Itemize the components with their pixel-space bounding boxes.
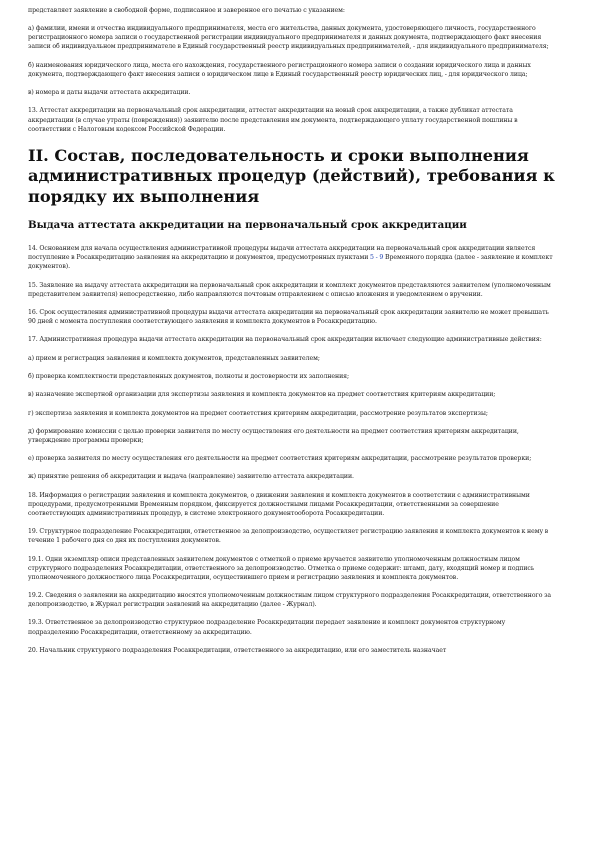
- paragraph-14: [28, 244, 557, 271]
- paragraph-13: 13. Аттестат аккредитации на первоначальный срок аккредитации, аттестат аккредитации на новый срок аккредитации, а также дубликат аттестата аккредитации (в случае утраты (повреждения)) заявителю после представления им документа, подтверждающего уплату государственной пошлины в соответствии с Налоговым кодексом Российской Федерации.: [28, 107, 518, 133]
- paragraph-12a: а) фамилии, имени и отчества индивидуального предпринимателя, места его жительства, данных документа, удостоверяющего личность, государственного регистрационного номера записи о государственной регистрации индивидуального предпринимателя и данных документа, подтверждающего факт внесения записи об индивидуальном предпринимателе в Единый государственный реестр индивидуальных предпринимателей, - для индивидуального предпринимателя;: [28, 25, 549, 51]
- paragraph-17c: в) назначение экспертной организации для экспертизы заявления и комплекта документов на предмет соответствия критериям аккредитации;: [28, 391, 496, 399]
- paragraph-12c: в) номера и даты выдачи аттестата аккредитации.: [28, 89, 191, 97]
- paragraph-14-link[interactable]: 5 - 9: [370, 254, 384, 262]
- paragraph-19-1: 19.1. Одни экземпляр описи представленных заявителем документов с отметкой о приеме вручается заявителю уполномоченным должностным лицом структурного подразделения Росаккредитации, ответственного за делопроизводство. Отметка о приеме содержит: штамп, дату, входящий номер и подпись уполномоченного должностного лица Росаккредитации, осуществившего прием и регистрацию заявления и комплекта документов.: [28, 555, 535, 581]
- section-heading: II. Состав, последовательность и сроки выполнения административных процедур (действий), требования к порядку их выполнения: [28, 145, 555, 206]
- paragraph-14-text: 14. Основанием для начала осуществления административной процедуры выдачи аттестата аккредитации на первоначальный срок аккредитации является поступление в Росаккредитацию заявления на аккредитацию и документов, предусмотренных пунктами: [28, 245, 536, 262]
- paragraph-17e: д) формирование комиссии с целью проверки заявителя по месту осуществления его деятельности на предмет соответствия критериям аккредитации, утверждение программы проверки;: [28, 427, 519, 444]
- paragraph-16: 16. Срок осуществления административной процедуры выдачи аттестата аккредитации на первоначальный срок аккредитации заявителю не может превышать 90 дней с момента поступления соответствующего заявления и комплекта документов в Росаккредитацию.: [28, 309, 549, 326]
- paragraph-18: 18. Информация о регистрации заявления и комплекта документов, о движении заявления и комплекта документов в соответствии с административными процедурами, предусмотренными Временным порядком, фиксируется должностными лицами Росаккредитации, ответственными за совершение соответствующих административных процедур, в системе электронного документооборота Росаккредитации.: [28, 491, 530, 517]
- paragraph-intro: представляет заявление в свободной форме, подписанное и заверенное его печатью с указанием:: [28, 7, 345, 14]
- paragraph-17f: е) проверка заявителя по месту осуществления его деятельности на предмет соответствия критериям аккредитации, рассмотрение результатов проверки;: [28, 455, 532, 463]
- paragraph-19-3: 19.3. Ответственное за делопроизводство структурное подразделение Росаккредитации передает заявление и комплект документов структурному подразделению Росаккредитации, ответственному за аккредитацию.: [28, 619, 506, 636]
- paragraph-14-tail: Временного порядка (далее - заявление и комплект документов).: [28, 254, 553, 271]
- paragraph-17g: ж) принятие решения об аккредитации и выдача (направление) заявителю аттестата аккредитации.: [28, 473, 354, 481]
- paragraph-19: 19. Структурное подразделение Росаккредитации, ответственное за делопроизводство, осуществляет регистрацию заявления и комплекта документов к нему в течение 1 рабочего дня со дня их поступления документов.: [28, 528, 549, 545]
- paragraph-12b: б) наименования юридического лица, места его нахождения, государственного регистрационного номера записи о создании юридического лица и данных документа, подтверждающего факт внесения записи о юридическом лице в Единый государственный реестр юридических лиц, - для юридического лица;: [28, 61, 531, 78]
- section-subheading: Выдача аттестата аккредитации на первоначальный срок аккредитации: [28, 219, 467, 232]
- paragraph-17: 17. Административная процедура выдачи аттестата аккредитации на первоначальный срок аккредитации включает следующие административные действия:: [28, 336, 542, 344]
- paragraph-20: 20. Начальник структурного подразделения Росаккредитации, ответственного за аккредитацию, или его заместитель назначает: [28, 646, 447, 654]
- paragraph-15: 15. Заявление на выдачу аттестата аккредитации на первоначальный срок аккредитации и комплект документов представляются заявителем (уполномоченным представителем заявителя) непосредственно, либо направляются почтовым отправлением с описью вложения и уведомлением о вручении.: [28, 281, 551, 298]
- paragraph-17d: г) экспертиза заявления и комплекта документов на предмет соответствия критериям аккредитации, рассмотрение результатов экспертизы;: [28, 409, 488, 417]
- paragraph-17a: а) прием и регистрация заявления и комплекта документов, представленных заявителем;: [28, 354, 320, 362]
- paragraph-17b: б) проверка комплектности представленных документов, полноты и достоверности их заполнения;: [28, 372, 350, 380]
- paragraph-19-2: 19.2. Сведения о заявлении на аккредитацию вносятся уполномоченным должностным лицом структурного подразделения Росаккредитации, ответственного за делопроизводство, в Журнал регистрации заявлений на аккредитацию (далее - Журнал).: [28, 592, 552, 609]
